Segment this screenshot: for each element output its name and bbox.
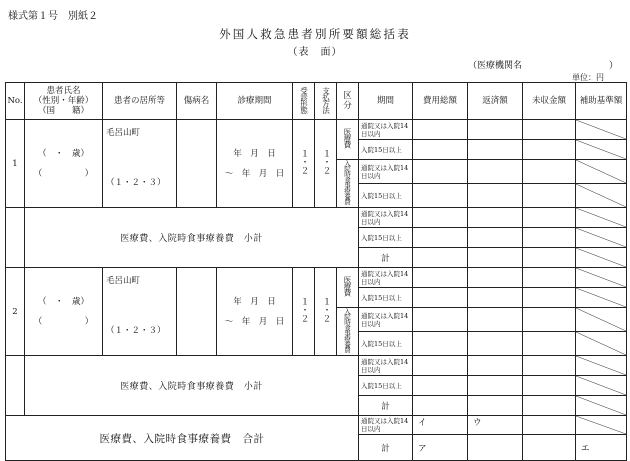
total-sum-label: 計: [359, 435, 413, 461]
category-meal-text: 入院時食事療養費: [343, 160, 351, 204]
form-number: 様式第１号 別紙２: [8, 11, 98, 22]
unpaid-cell[interactable]: [523, 332, 576, 356]
category-medical: [337, 268, 359, 308]
subtotal-sum-label: 計: [359, 248, 413, 268]
repay-cell[interactable]: [468, 288, 523, 308]
repay-cell[interactable]: [468, 356, 523, 376]
patient-no: 2: [6, 268, 25, 356]
patient-period-cell[interactable]: [217, 268, 293, 356]
term-over15: 入院15日以上: [359, 376, 413, 396]
patient-disease-cell[interactable]: [177, 120, 217, 208]
repay-cell[interactable]: [468, 184, 523, 208]
col-term: 期間: [359, 83, 413, 120]
summary-table: [5, 82, 627, 461]
page-title: 外国人救急患者別所要額総括表: [219, 27, 411, 41]
total-repay-mark-u[interactable]: ウ: [468, 416, 523, 435]
total-unpaid-cell[interactable]: [523, 416, 576, 435]
total-fee-mark-a[interactable]: ア: [413, 435, 468, 461]
repay-cell[interactable]: [468, 308, 523, 332]
term-over15: 入院15日以上: [359, 184, 413, 208]
unpaid-cell[interactable]: [523, 208, 576, 228]
table-row: [6, 268, 627, 288]
fee-cell[interactable]: [413, 184, 468, 208]
col-repayment: 返済額: [468, 83, 523, 120]
total-row: [6, 416, 627, 435]
term-over15: 入院15日以上: [359, 140, 413, 160]
subsidy-cell-slashed: [576, 288, 627, 308]
unpaid-cell[interactable]: [523, 228, 576, 248]
term-within14: 通院又は入院14日以内: [359, 208, 413, 228]
term-over15: 入院15日以上: [359, 332, 413, 356]
patient-address-choice: （１・２・３）: [106, 326, 166, 336]
col-no: No.: [6, 83, 25, 120]
category-medical-text: 医療費: [343, 128, 352, 148]
total-term-within14: 通院又は入院14日以内: [359, 416, 413, 435]
subsidy-cell-slashed: [576, 376, 627, 396]
unpaid-cell[interactable]: [523, 356, 576, 376]
term-over15: 入院15日以上: [359, 228, 413, 248]
subsidy-cell-slashed: [576, 356, 627, 376]
table-row: [6, 120, 627, 140]
total-subsidy-slashed: [576, 416, 627, 435]
subtotal-label: 医療費、入院時食事療養費 小計: [25, 208, 359, 268]
unpaid-cell[interactable]: [523, 248, 576, 268]
patient-nation-line: （ ）: [33, 316, 94, 327]
subsidy-cell-slashed: [576, 396, 627, 416]
fee-cell[interactable]: [413, 268, 468, 288]
term-over15: 入院15日以上: [359, 288, 413, 308]
fee-cell[interactable]: [413, 208, 468, 228]
unpaid-cell[interactable]: [523, 376, 576, 396]
patient-name-cell[interactable]: [25, 120, 103, 208]
category-medical-text: 医療費: [343, 276, 352, 296]
subsidy-cell-slashed: [576, 268, 627, 288]
unpaid-cell[interactable]: [523, 184, 576, 208]
fee-cell[interactable]: [413, 288, 468, 308]
term-within14: 通院又は入院14日以内: [359, 120, 413, 140]
receipt-marks[interactable]: [293, 268, 315, 356]
col-receipt: [293, 83, 315, 120]
fee-cell[interactable]: [413, 228, 468, 248]
col-subsidy: 補助基準額: [576, 83, 627, 120]
col-total-fee: 費用総額: [413, 83, 468, 120]
patient-address-town: 毛呂山町: [106, 276, 141, 286]
patient-age-line: （ ・ 歳）: [37, 148, 89, 159]
subtotal-sum-label: 計: [359, 396, 413, 416]
unpaid-cell[interactable]: [523, 288, 576, 308]
category-meal: [337, 308, 359, 356]
payment-marks[interactable]: [315, 120, 337, 208]
unpaid-cell[interactable]: [523, 120, 576, 140]
col-period: 診療期間: [217, 83, 293, 120]
col-address: 患者の居所等: [103, 83, 177, 120]
unpaid-cell[interactable]: [523, 308, 576, 332]
subtotal-no-blank: [6, 356, 25, 416]
patient-disease-cell[interactable]: [177, 268, 217, 356]
repay-cell[interactable]: [468, 396, 523, 416]
subsidy-cell-slashed: [576, 184, 627, 208]
repay-cell[interactable]: [468, 208, 523, 228]
col-payment: [315, 83, 337, 120]
col-patient-name-l1: 患者氏名: [46, 86, 81, 96]
category-meal-text: 入院時食事療養費: [343, 308, 351, 352]
repay-cell[interactable]: [468, 332, 523, 356]
total-label: 医療費、入院時食事療養費 合計: [6, 416, 359, 461]
total-repay-cell[interactable]: [468, 435, 523, 461]
header-row: [6, 83, 627, 120]
subtotal-no-blank: [6, 208, 25, 268]
unpaid-cell[interactable]: [523, 396, 576, 416]
term-within14: 通院又は入院14日以内: [359, 268, 413, 288]
total-subsidy-mark-e[interactable]: エ: [576, 435, 627, 461]
col-category: 区 分: [337, 83, 359, 120]
receipt-marks[interactable]: [293, 120, 315, 208]
repay-cell[interactable]: [468, 248, 523, 268]
receipt-marks-text: １・２: [299, 148, 309, 175]
payment-marks-text: １・２: [321, 296, 331, 323]
col-unpaid: 未収金額: [523, 83, 576, 120]
subtotal-row: [6, 356, 627, 376]
fee-cell[interactable]: [413, 248, 468, 268]
term-within14: 通院又は入院14日以内: [359, 160, 413, 184]
subsidy-cell-slashed: [576, 248, 627, 268]
patient-no: 1: [6, 120, 25, 208]
patient-age-line: （ ・ 歳）: [37, 296, 89, 307]
period-end: 〜 年 月 日: [224, 168, 285, 179]
fee-cell[interactable]: [413, 396, 468, 416]
col-patient-name-l3: （国 籍）: [37, 106, 89, 116]
fee-cell[interactable]: [413, 332, 468, 356]
payment-marks-text: １・２: [321, 148, 331, 175]
total-fee-mark-i[interactable]: イ: [413, 416, 468, 435]
term-within14: 通院又は入院14日以内: [359, 356, 413, 376]
period-start: 年 月 日: [233, 148, 276, 159]
fee-cell[interactable]: [413, 376, 468, 396]
fee-cell[interactable]: [413, 120, 468, 140]
repay-cell[interactable]: [468, 228, 523, 248]
category-medical: [337, 120, 359, 160]
unpaid-cell[interactable]: [523, 160, 576, 184]
repay-cell[interactable]: [468, 120, 523, 140]
col-payment-text: 支払方法: [321, 86, 331, 113]
repay-cell[interactable]: [468, 268, 523, 288]
subsidy-cell-slashed: [576, 208, 627, 228]
total-unpaid-cell[interactable]: [523, 435, 576, 461]
receipt-marks-text: １・２: [299, 296, 309, 323]
col-patient-name: [25, 83, 103, 120]
page-subtitle: （表 面）: [287, 47, 343, 58]
subsidy-cell-slashed: [576, 160, 627, 184]
period-end: 〜 年 月 日: [224, 316, 285, 327]
patient-address-cell[interactable]: [103, 120, 177, 208]
repay-cell[interactable]: [468, 160, 523, 184]
col-receipt-text: 受診形態: [299, 86, 309, 113]
subsidy-cell-slashed: [576, 308, 627, 332]
patient-address-cell[interactable]: [103, 268, 177, 356]
col-disease: 傷病名: [177, 83, 217, 120]
patient-address-choice: （１・２・３）: [106, 178, 166, 188]
institution-close: ）: [609, 61, 619, 71]
repay-cell[interactable]: [468, 376, 523, 396]
category-meal: [337, 160, 359, 208]
col-patient-name-l2: （性別・年齢）: [33, 96, 94, 106]
fee-cell[interactable]: [413, 160, 468, 184]
subtotal-label: 医療費、入院時食事療養費 小計: [25, 356, 359, 416]
subsidy-cell-slashed: [576, 120, 627, 140]
unpaid-cell[interactable]: [523, 268, 576, 288]
patient-nation-line: （ ）: [33, 168, 94, 179]
subsidy-cell-slashed: [576, 140, 627, 160]
subsidy-cell-slashed: [576, 228, 627, 248]
institution-label: （医療機関名: [468, 61, 523, 71]
unit-label: 単位：円: [572, 73, 604, 82]
patient-address-town: 毛呂山町: [106, 128, 141, 138]
fee-cell[interactable]: [413, 140, 468, 160]
fee-cell[interactable]: [413, 308, 468, 332]
payment-marks[interactable]: [315, 268, 337, 356]
patient-period-cell[interactable]: [217, 120, 293, 208]
term-within14: 通院又は入院14日以内: [359, 308, 413, 332]
fee-cell[interactable]: [413, 356, 468, 376]
subsidy-cell-slashed: [576, 332, 627, 356]
period-start: 年 月 日: [233, 296, 276, 307]
patient-name-cell[interactable]: [25, 268, 103, 356]
repay-cell[interactable]: [468, 140, 523, 160]
unpaid-cell[interactable]: [523, 140, 576, 160]
subtotal-row: [6, 208, 627, 228]
